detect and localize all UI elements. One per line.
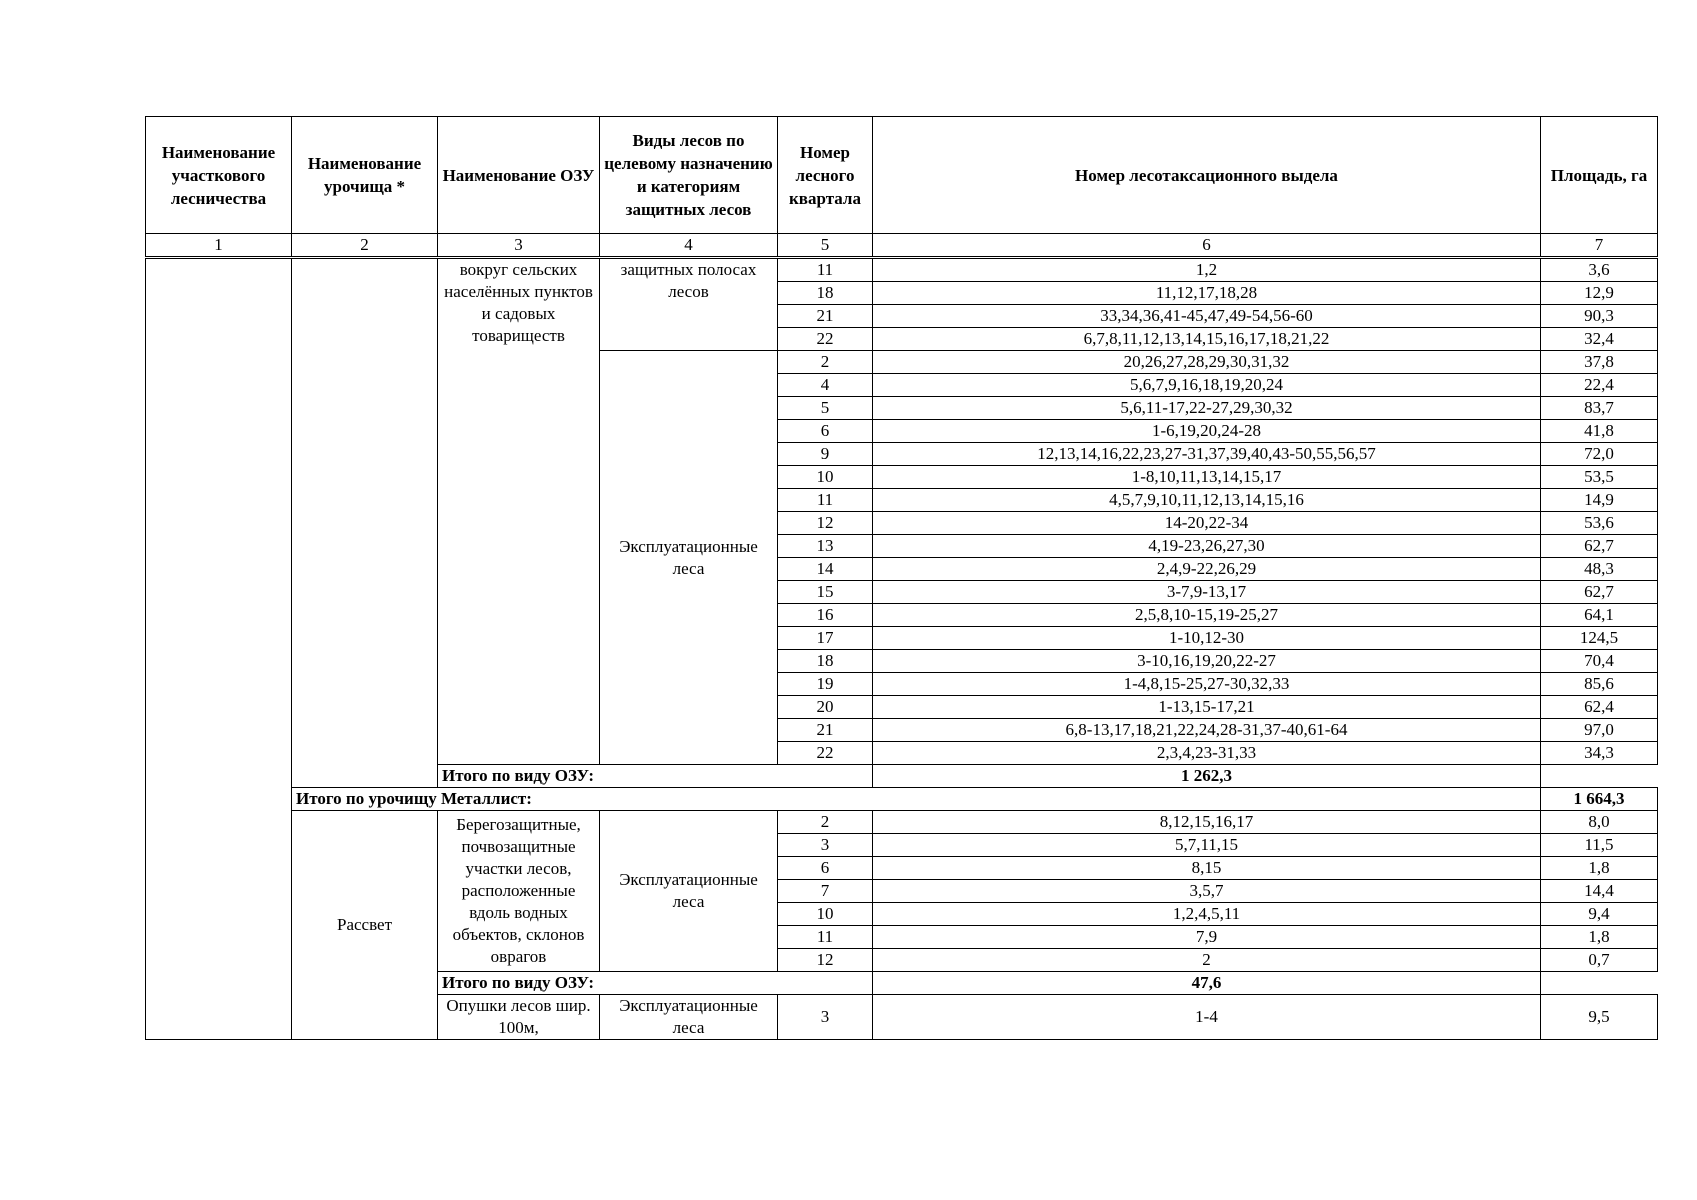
column-number: 4 [600,234,778,258]
quarter-cell: 2 [778,351,873,374]
area-cell: 62,7 [1541,581,1658,604]
ozu-total-label: Итого по виду ОЗУ: [438,972,873,995]
allotment-cell: 1-8,10,11,13,14,15,17 [873,466,1541,489]
allotment-cell: 3-7,9-13,17 [873,581,1541,604]
area-cell: 22,4 [1541,374,1658,397]
quarter-cell: 17 [778,627,873,650]
quarter-cell: 5 [778,397,873,420]
area-cell: 90,3 [1541,305,1658,328]
area-cell: 14,4 [1541,880,1658,903]
allotment-cell: 5,7,11,15 [873,834,1541,857]
quarter-cell: 2 [778,811,873,834]
column-number-row [146,234,1658,258]
ozu-cell: Берегозащитные, почвозащитные участки лесов, расположенные вдоль водных объектов, склонов оврагов [438,811,600,972]
urochishche-cell: Рассвет [292,811,438,1040]
quarter-cell: 11 [778,489,873,512]
area-cell: 8,0 [1541,811,1658,834]
quarter-cell: 12 [778,949,873,972]
allotment-cell: 5,6,11-17,22-27,29,30,32 [873,397,1541,420]
urochishche-total-label: Итого по урочищу Металлист: [292,788,1541,811]
header-ozu: Наименование ОЗУ [438,117,600,234]
quarter-cell: 11 [778,258,873,282]
quarter-cell: 4 [778,374,873,397]
quarter-cell: 14 [778,558,873,581]
quarter-cell: 13 [778,535,873,558]
area-cell: 14,9 [1541,489,1658,512]
area-cell: 37,8 [1541,351,1658,374]
header-urochishche: Наименование урочища * [292,117,438,234]
column-number: 5 [778,234,873,258]
quarter-cell: 16 [778,604,873,627]
area-cell: 85,6 [1541,673,1658,696]
quarter-cell: 18 [778,650,873,673]
ozu-cell: вокруг сельских населённых пунктов и садовых товариществ [438,258,600,765]
forest-type-cell: Эксплуатационные леса [600,811,778,972]
quarter-cell: 22 [778,328,873,351]
area-cell: 53,5 [1541,466,1658,489]
area-cell: 97,0 [1541,719,1658,742]
allotment-cell: 4,5,7,9,10,11,12,13,14,15,16 [873,489,1541,512]
allotment-cell: 3-10,16,19,20,22-27 [873,650,1541,673]
allotment-cell: 1-4 [873,995,1541,1040]
area-cell: 3,6 [1541,258,1658,282]
area-cell: 70,4 [1541,650,1658,673]
area-cell: 12,9 [1541,282,1658,305]
allotment-cell: 33,34,36,41-45,47,49-54,56-60 [873,305,1541,328]
allotment-cell: 2 [873,949,1541,972]
column-number: 3 [438,234,600,258]
allotment-cell: 20,26,27,28,29,30,31,32 [873,351,1541,374]
quarter-cell: 11 [778,926,873,949]
quarter-cell: 3 [778,834,873,857]
urochishche-total-value: 1 664,3 [1541,788,1658,811]
column-number: 2 [292,234,438,258]
allotment-cell: 11,12,17,18,28 [873,282,1541,305]
table-row [146,258,1658,282]
allotment-cell: 7,9 [873,926,1541,949]
forest-type-cell: Эксплуатационные леса [600,995,778,1040]
allotment-cell: 8,15 [873,857,1541,880]
quarter-cell: 21 [778,305,873,328]
allotment-cell: 12,13,14,16,22,23,27-31,37,39,40,43-50,55,56,57 [873,443,1541,466]
area-cell: 83,7 [1541,397,1658,420]
urochishche-cell [292,258,438,788]
quarter-cell: 3 [778,995,873,1040]
allotment-cell: 1-10,12-30 [873,627,1541,650]
forest-table [145,116,1658,1040]
column-number: 6 [873,234,1541,258]
allotment-cell: 1-6,19,20,24-28 [873,420,1541,443]
quarter-cell: 19 [778,673,873,696]
area-cell: 0,7 [1541,949,1658,972]
area-cell: 62,7 [1541,535,1658,558]
allotment-cell: 1-13,15-17,21 [873,696,1541,719]
area-cell: 1,8 [1541,926,1658,949]
quarter-cell: 20 [778,696,873,719]
area-cell: 32,4 [1541,328,1658,351]
allotment-cell: 1,2,4,5,11 [873,903,1541,926]
quarter-cell: 12 [778,512,873,535]
area-cell: 41,8 [1541,420,1658,443]
allotment-cell: 5,6,7,9,16,18,19,20,24 [873,374,1541,397]
area-cell: 9,5 [1541,995,1658,1040]
header-quarter: Номер лесного квартала [778,117,873,234]
area-cell: 48,3 [1541,558,1658,581]
allotment-cell: 2,5,8,10-15,19-25,27 [873,604,1541,627]
allotment-cell: 6,7,8,11,12,13,14,15,16,17,18,21,22 [873,328,1541,351]
lesnichestvo-cell [146,258,292,1040]
quarter-cell: 7 [778,880,873,903]
urochishche-total-row [146,788,1658,811]
area-cell: 34,3 [1541,742,1658,765]
ozu-cell: Опушки лесов шир. 100м, [438,995,600,1040]
allotment-cell: 3,5,7 [873,880,1541,903]
quarter-cell: 22 [778,742,873,765]
header-allotment: Номер лесотаксационного выдела [873,117,1541,234]
header-lesnichestvo: Наименование участкового лесничества [146,117,292,234]
area-cell: 124,5 [1541,627,1658,650]
forest-type-cell: Эксплуатационные леса [600,351,778,765]
allotment-cell: 2,4,9-22,26,29 [873,558,1541,581]
ozu-total-value: 47,6 [873,972,1541,995]
quarter-cell: 18 [778,282,873,305]
allotment-cell: 4,19-23,26,27,30 [873,535,1541,558]
ozu-total-value: 1 262,3 [873,765,1541,788]
area-cell: 72,0 [1541,443,1658,466]
ozu-total-label: Итого по виду ОЗУ: [438,765,873,788]
forest-type-cell: защитных полосах лесов [600,258,778,351]
allotment-cell: 14-20,22-34 [873,512,1541,535]
column-number: 1 [146,234,292,258]
column-number: 7 [1541,234,1658,258]
quarter-cell: 6 [778,857,873,880]
header-forest-type: Виды лесов по целевому назначению и категориям защитных лесов [600,117,778,234]
allotment-cell: 1-4,8,15-25,27-30,32,33 [873,673,1541,696]
area-cell: 53,6 [1541,512,1658,535]
area-cell: 62,4 [1541,696,1658,719]
quarter-cell: 10 [778,903,873,926]
area-cell: 1,8 [1541,857,1658,880]
area-cell: 9,4 [1541,903,1658,926]
header-area: Площадь, га [1541,117,1658,234]
quarter-cell: 10 [778,466,873,489]
area-cell: 11,5 [1541,834,1658,857]
allotment-cell: 8,12,15,16,17 [873,811,1541,834]
allotment-cell: 6,8-13,17,18,21,22,24,28-31,37-40,61-64 [873,719,1541,742]
area-cell: 64,1 [1541,604,1658,627]
allotment-cell: 1,2 [873,258,1541,282]
quarter-cell: 6 [778,420,873,443]
table-row [146,811,1658,834]
quarter-cell: 21 [778,719,873,742]
allotment-cell: 2,3,4,23-31,33 [873,742,1541,765]
quarter-cell: 15 [778,581,873,604]
quarter-cell: 9 [778,443,873,466]
